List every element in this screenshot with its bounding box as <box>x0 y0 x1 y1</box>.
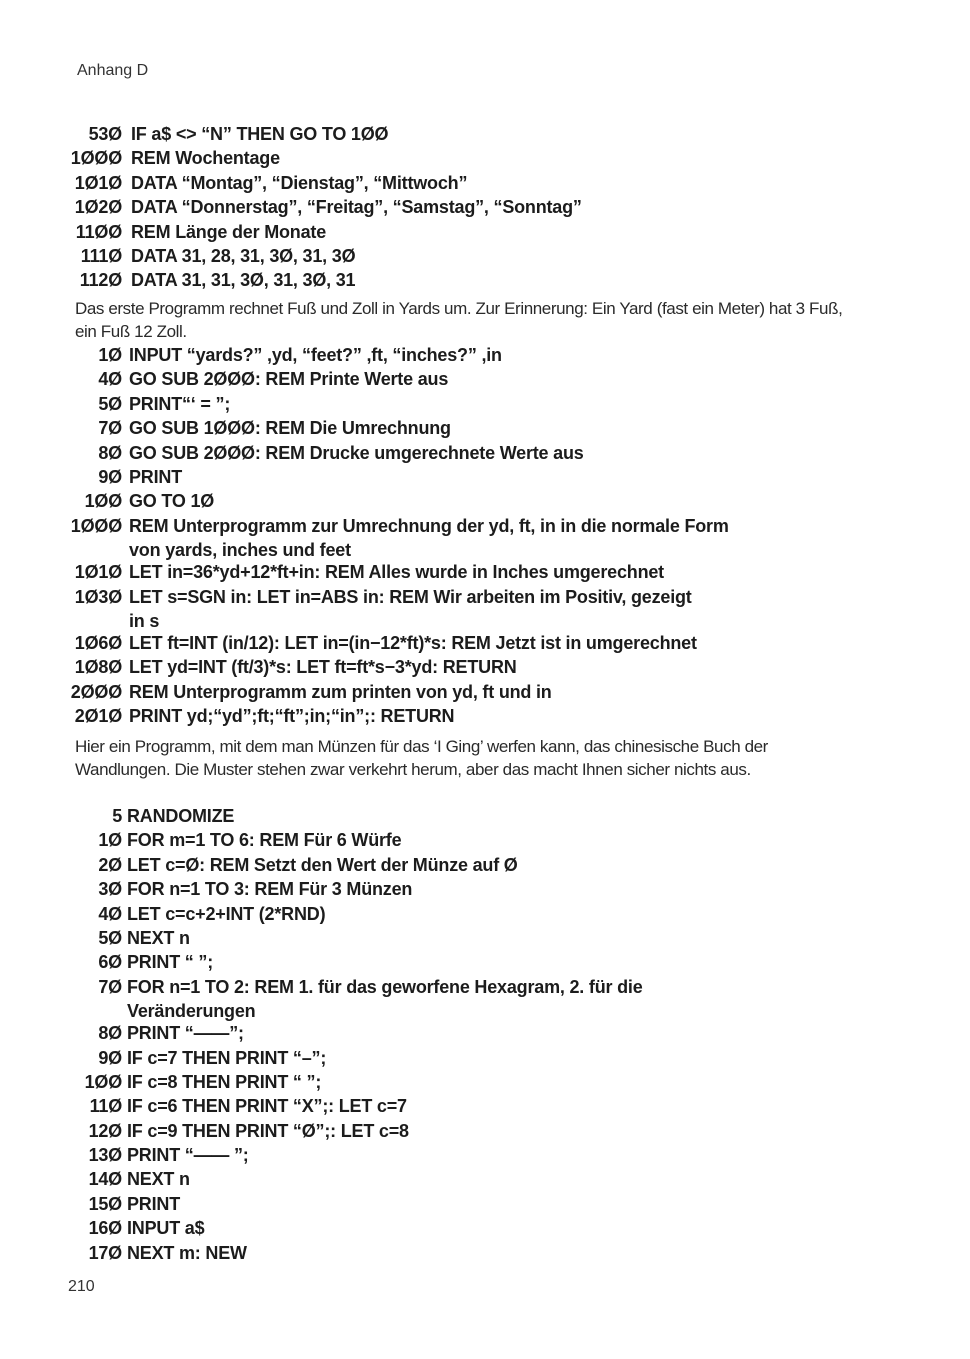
code-text: NEXT n <box>127 1169 190 1190</box>
code-line <box>0 270 970 294</box>
code-line <box>0 491 970 515</box>
code-text: GO SUB 2ØØØ: REM Drucke umgerechnete Werte aus <box>129 442 584 463</box>
code-text: LET c=c+2+INT (2*RND) <box>127 903 326 924</box>
code-line <box>0 1023 970 1047</box>
code-text: INPUT a$ <box>127 1218 205 1239</box>
code-continuation-text: in s <box>129 610 160 631</box>
line-number: 9Ø <box>98 466 122 487</box>
line-number: 5Ø <box>98 927 122 948</box>
line-number: 14Ø <box>88 1169 122 1190</box>
code-text: LET ft=INT (in/12): LET in=(in−12*ft)*s: REM Jetzt ist in umgerechnet <box>129 632 697 653</box>
code-line <box>0 904 970 928</box>
code-text: GO SUB 1ØØØ: REM Die Umrechnung <box>129 418 451 439</box>
code-text: IF c=9 THEN PRINT “Ø”;: LET c=8 <box>127 1120 409 1141</box>
code-line <box>0 928 970 952</box>
line-number: 1ØØ <box>84 1071 122 1092</box>
code-line <box>0 394 970 418</box>
page-number: 210 <box>68 1278 95 1295</box>
code-text: NEXT m: NEW <box>127 1242 247 1263</box>
code-line <box>0 855 970 879</box>
code-text: IF c=7 THEN PRINT “–”; <box>127 1047 327 1068</box>
line-number: 11Ø <box>89 1096 122 1117</box>
code-line <box>0 197 970 221</box>
line-number: 112Ø <box>79 270 122 291</box>
code-text: REM Unterprogramm zum printen von yd, ft und in <box>129 681 552 702</box>
code-text: LET yd=INT (ft/3)*s: LET ft=ft*s−3*yd: RETURN <box>129 657 517 678</box>
code-line <box>0 418 970 442</box>
line-number: 4Ø <box>98 369 122 390</box>
code-text: INPUT “yards?” ,yd, “feet?” ,ft, “inches?” ,in <box>129 345 502 365</box>
code-line <box>0 246 970 270</box>
code-line <box>0 443 970 467</box>
code-text: RANDOMIZE <box>127 806 235 826</box>
code-line <box>0 706 970 730</box>
line-number: 7Ø <box>98 976 122 997</box>
line-number: 1Ø2Ø <box>74 197 122 218</box>
code-line <box>0 879 970 903</box>
code-text: GO TO 1Ø <box>129 491 215 512</box>
line-number: 4Ø <box>98 903 122 924</box>
running-header: Anhang D <box>77 62 149 79</box>
line-number: 11ØØ <box>75 221 122 242</box>
code-line <box>0 173 970 197</box>
code-text: REM Länge der Monate <box>131 221 327 242</box>
line-number: 8Ø <box>98 1023 122 1044</box>
code-text: PRINT “——”; <box>127 1023 244 1044</box>
code-block-3 <box>0 806 970 1267</box>
line-number: 1ØØØ <box>70 515 122 536</box>
line-number: 2Ø <box>98 854 122 875</box>
code-text: PRINT “ ”; <box>127 952 213 973</box>
code-line <box>0 830 970 854</box>
line-number: 2ØØØ <box>70 681 122 702</box>
code-line <box>0 1096 970 1120</box>
code-text: IF a$ <> “N” THEN GO TO 1ØØ <box>131 124 389 144</box>
line-number: 6Ø <box>98 952 122 973</box>
code-line <box>0 977 970 1001</box>
code-text: LET in=36*yd+12*ft+in: REM Alles wurde in Inches umgerechnet <box>129 562 664 583</box>
code-continuation-text: Veränderungen <box>127 1001 256 1022</box>
code-block-1 <box>0 124 970 295</box>
code-line <box>0 562 970 586</box>
code-text: DATA 31, 31, 3Ø, 31, 3Ø, 31 <box>131 270 356 291</box>
code-line <box>0 657 970 681</box>
code-line <box>0 1048 970 1072</box>
code-line <box>0 345 970 369</box>
line-number: 2Ø1Ø <box>74 706 122 727</box>
line-number: 1Ø6Ø <box>74 632 122 653</box>
code-line <box>0 633 970 657</box>
code-text: DATA 31, 28, 31, 3Ø, 31, 3Ø <box>131 245 356 266</box>
code-text: PRINT“‘ = ”; <box>129 393 231 414</box>
line-number: 15Ø <box>88 1193 122 1214</box>
line-number: 1Ø3Ø <box>74 586 122 607</box>
code-text: PRINT <box>127 1193 181 1214</box>
line-number: 53Ø <box>88 124 122 144</box>
line-number: 5Ø <box>98 393 122 414</box>
code-block-2 <box>0 345 970 730</box>
code-line <box>0 1121 970 1145</box>
code-text: NEXT n <box>127 927 190 948</box>
code-continuation <box>0 540 970 562</box>
line-number: 13Ø <box>88 1145 122 1166</box>
line-number: 3Ø <box>98 879 122 900</box>
paragraph-1: Das erste Programm rechnet Fuß und Zoll in Yards um. Zur Erinnerung: Ein Yard (fast ein Meter) hat 3 Fuß, ein Fuß 12 Zoll. <box>75 299 843 341</box>
code-text: FOR n=1 TO 2: REM 1. für das geworfene Hexagram, 2. für die <box>127 976 643 997</box>
code-line <box>0 1194 970 1218</box>
line-number: 17Ø <box>88 1242 122 1263</box>
code-line <box>0 682 970 706</box>
code-text: FOR m=1 TO 6: REM Für 6 Würfe <box>127 830 402 851</box>
code-text: IF c=6 THEN PRINT “X”;: LET c=7 <box>127 1096 407 1117</box>
code-line <box>0 467 970 491</box>
line-number: 1Ø1Ø <box>74 562 122 583</box>
code-text: REM Wochentage <box>131 148 280 169</box>
line-number: 1ØØ <box>84 491 122 512</box>
code-line <box>0 1243 970 1267</box>
code-text: PRINT yd;“yd”;ft;“ft”;in;“in”;: RETURN <box>129 706 455 727</box>
code-line <box>0 516 970 540</box>
code-text: IF c=8 THEN PRINT “ ”; <box>127 1071 322 1092</box>
line-number: 12Ø <box>88 1120 122 1141</box>
line-number: 1Ø1Ø <box>74 172 122 193</box>
code-text: FOR n=1 TO 3: REM Für 3 Münzen <box>127 879 413 900</box>
code-line <box>0 369 970 393</box>
code-line <box>0 952 970 976</box>
line-number: 7Ø <box>98 418 122 439</box>
code-continuation <box>0 1001 970 1023</box>
code-line <box>0 587 970 611</box>
line-number: 9Ø <box>98 1047 122 1068</box>
code-text: LET c=Ø: REM Setzt den Wert der Münze auf Ø <box>127 854 518 875</box>
line-number: 8Ø <box>98 442 122 463</box>
code-text: DATA “Montag”, “Dienstag”, “Mittwoch” <box>131 172 468 193</box>
code-line <box>0 148 970 172</box>
code-line <box>0 806 970 830</box>
line-number: 1Ø8Ø <box>74 657 122 678</box>
paragraph-2: Hier ein Programm, mit dem man Münzen für das ‘I Ging’ werfen kann, das chinesische Buch der Wandlungen. Die Muster stehen zwar verkehrt herum, aber das macht Ihnen sicher nichts aus. <box>75 737 768 779</box>
code-text: PRINT <box>129 466 183 487</box>
code-line <box>0 1169 970 1193</box>
code-text: LET s=SGN in: LET in=ABS in: REM Wir arbeiten im Positiv, gezeigt <box>129 586 692 607</box>
code-line <box>0 1072 970 1096</box>
code-text: PRINT “—— ”; <box>127 1145 249 1166</box>
line-number: 1Ø <box>98 830 122 851</box>
code-line <box>0 1218 970 1242</box>
code-continuation-text: von yards, inches und feet <box>129 540 351 561</box>
code-text: REM Unterprogramm zur Umrechnung der yd, ft, in in die normale Form <box>129 515 729 536</box>
code-text: GO SUB 2ØØØ: REM Printe Werte aus <box>129 369 449 390</box>
line-number: 16Ø <box>88 1218 122 1239</box>
code-line <box>0 222 970 246</box>
code-continuation <box>0 611 970 633</box>
line-number: 1ØØØ <box>70 148 122 169</box>
code-line <box>0 124 970 148</box>
code-text: DATA “Donnerstag”, “Freitag”, “Samstag”, “Sonntag” <box>131 197 582 218</box>
line-number: 111Ø <box>80 245 122 266</box>
line-number: 1Ø <box>98 345 122 365</box>
code-line <box>0 1145 970 1169</box>
line-number: 5 <box>112 806 122 826</box>
